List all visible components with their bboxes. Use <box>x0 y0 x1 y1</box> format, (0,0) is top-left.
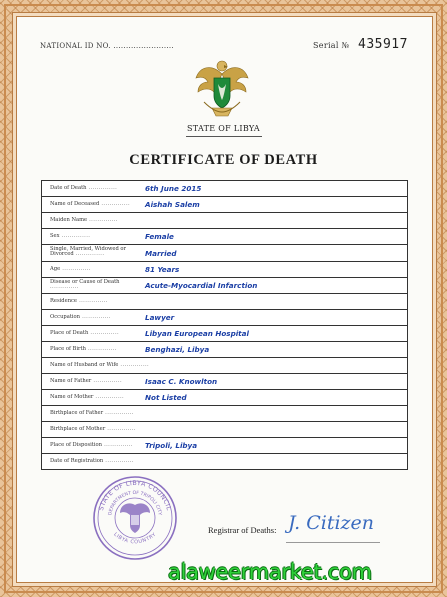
record-row <box>42 278 407 294</box>
field-value: Libyan European Hospital <box>145 329 249 338</box>
watermark-text: alaweermarket.com <box>168 560 372 584</box>
dot-leader: .............. <box>86 184 118 191</box>
dot-leader: .............. <box>88 329 120 336</box>
registrar-signature: J. Citizen <box>288 512 375 534</box>
field-label <box>50 202 150 208</box>
record-row <box>42 422 407 438</box>
dot-leader: .............. <box>50 284 79 291</box>
field-label <box>50 347 150 353</box>
field-label <box>50 218 150 224</box>
field-label-text: Age <box>50 265 61 272</box>
record-row <box>42 197 407 213</box>
state-emblem <box>194 56 250 120</box>
field-value: 81 Years <box>145 265 180 274</box>
dot-leader: .............. <box>91 377 123 384</box>
dot-leader: .............. <box>102 441 133 448</box>
serial-number: 435917 <box>358 37 408 52</box>
record-row <box>42 181 407 197</box>
field-value: Married <box>145 248 177 258</box>
dot-leader: .............. <box>73 251 105 258</box>
dot-leader: .............. <box>93 393 125 400</box>
record-row <box>42 438 407 454</box>
field-label <box>50 459 150 465</box>
record-row <box>42 454 407 470</box>
dot-leader: .............. <box>60 265 91 272</box>
field-label-text: Birthplace of Father <box>50 409 104 416</box>
field-label-text: Residence <box>50 297 78 304</box>
seal-bottom-text: LIBYA COUNTRY <box>112 531 158 546</box>
national-id-label: NATIONAL ID NO. ........................ <box>40 42 174 50</box>
record-row <box>42 358 407 374</box>
field-label-text: Date of Death <box>50 184 87 191</box>
dot-leader: .............. <box>80 313 111 320</box>
record-row <box>42 310 407 326</box>
field-label <box>50 379 150 385</box>
field-label-text: Place of Birth <box>50 345 86 352</box>
field-value: Female <box>145 232 174 241</box>
field-value: Lawyer <box>145 313 175 322</box>
field-label-text: Place of Disposition <box>50 441 103 448</box>
field-label-text: Name of Husband or Wife <box>50 361 119 368</box>
field-value: Isaac C. Knowlton <box>145 377 218 386</box>
dot-leader: .............. <box>118 361 150 368</box>
council-seal <box>92 475 178 561</box>
field-label-text: Date of Registration <box>50 458 104 464</box>
field-label <box>50 315 150 321</box>
field-label-text: Birthplace of Mother <box>50 425 106 432</box>
field-value: Benghazi, Libya <box>145 345 210 354</box>
record-row <box>42 245 407 262</box>
signature-line <box>286 542 380 543</box>
field-label <box>50 331 150 337</box>
field-value: Not Listed <box>145 393 187 402</box>
record-row <box>42 326 407 342</box>
dot-leader: .............. <box>103 409 134 416</box>
certificate-title: CERTIFICATE OF DEATH <box>129 152 318 168</box>
record-row <box>42 374 407 390</box>
field-label <box>50 299 150 305</box>
serial-label: Serial № <box>313 41 350 50</box>
dot-leader: .............. <box>59 232 91 239</box>
dot-leader: .............. <box>77 297 108 304</box>
field-label-text: Disease or Cause of Death <box>50 278 120 285</box>
record-row <box>42 262 407 278</box>
field-label-text: Maiden Name <box>50 216 88 223</box>
record-row <box>42 342 407 358</box>
field-label <box>50 411 150 417</box>
field-label <box>50 247 150 259</box>
dot-leader: .............. <box>99 200 131 207</box>
field-label <box>50 280 150 292</box>
death-record-table <box>41 180 408 470</box>
field-label <box>50 186 150 192</box>
field-value: Aishah Salem <box>145 200 200 209</box>
field-label <box>50 234 150 240</box>
record-row <box>42 406 407 422</box>
field-label <box>50 363 150 369</box>
record-row <box>42 294 407 310</box>
field-label-text: Sex <box>50 232 60 239</box>
field-label-text: Single, Married, Widowed or Divorced <box>50 245 127 258</box>
field-value: 6th June 2015 <box>145 184 202 193</box>
dot-leader: .............. <box>87 216 118 223</box>
field-label-text: Place of Death <box>50 329 89 336</box>
seal-top-text: STATE OF LIBYA COUNCIL <box>96 478 174 512</box>
registrar-label: Registrar of Deaths: <box>208 525 277 535</box>
field-label <box>50 267 150 273</box>
record-row <box>42 213 407 229</box>
state-heading: STATE OF LIBYA <box>187 124 260 133</box>
field-label <box>50 427 150 433</box>
field-label-text: Name of Father <box>50 377 92 384</box>
field-label-text: Name of Mother <box>50 393 94 400</box>
field-value: Tripoli, Libya <box>145 441 198 450</box>
dot-leader: .............. <box>103 458 134 464</box>
field-label <box>50 395 150 401</box>
field-label <box>50 443 150 449</box>
record-row <box>42 390 407 406</box>
state-underline <box>186 136 262 137</box>
seal-middle-text: DEPARTMENT OF TRIPOLI CITY <box>108 490 162 516</box>
field-label-text: Occupation <box>50 313 81 320</box>
record-row <box>42 229 407 245</box>
dot-leader: .............. <box>85 345 117 352</box>
field-label-text: Name of Deceased <box>50 200 100 207</box>
dot-leader: .............. <box>105 425 136 432</box>
field-value: Acute-Myocardial Infarction <box>145 281 258 290</box>
